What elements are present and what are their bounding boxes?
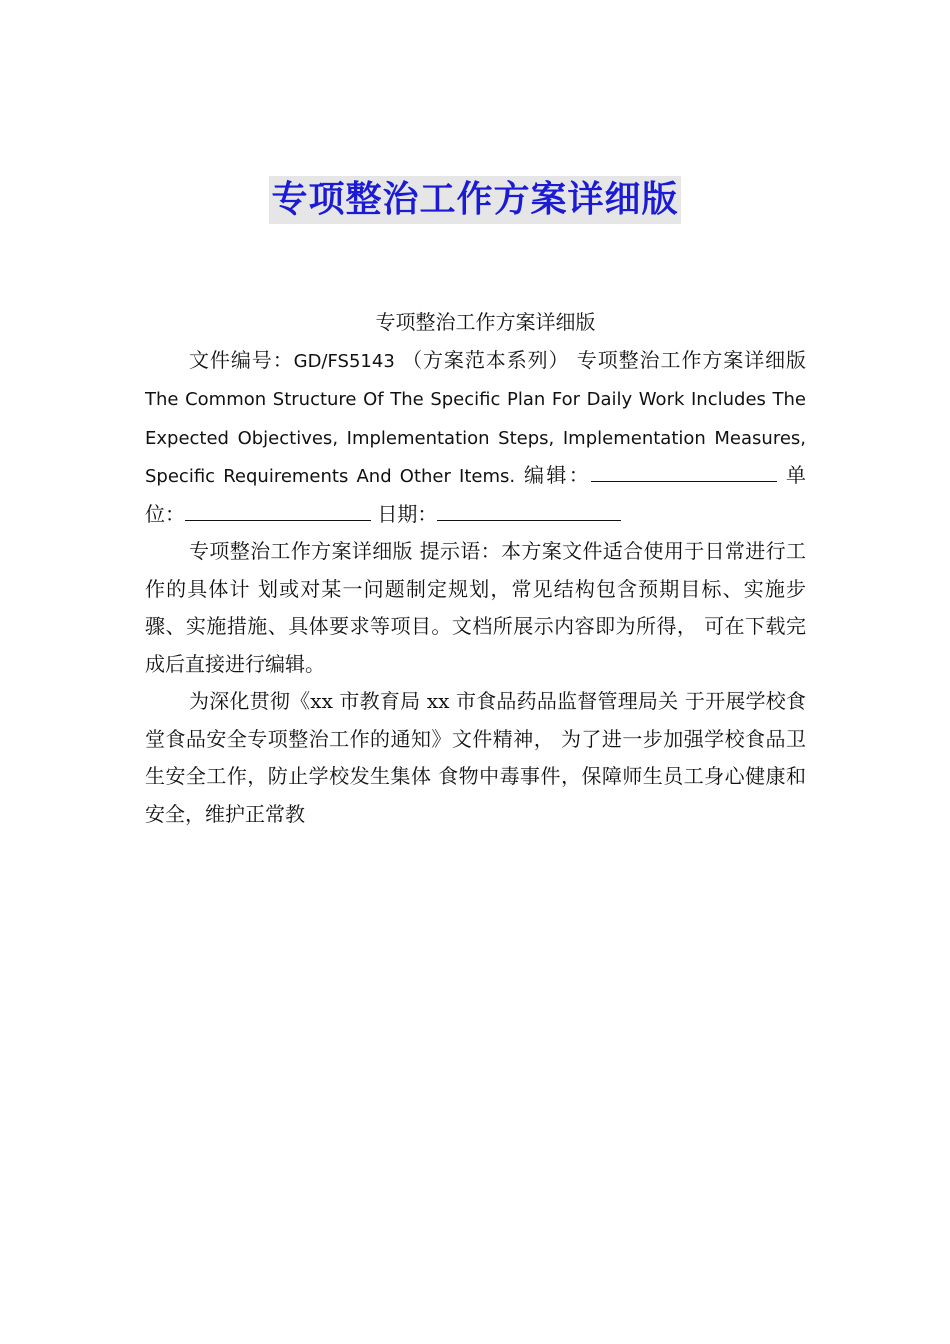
file-no-label: 文件编号： xyxy=(189,347,294,372)
date-label: 日期： xyxy=(377,501,438,526)
document-body xyxy=(145,304,806,833)
date-blank-continued xyxy=(567,500,621,521)
unit-label: 单位： xyxy=(145,463,807,526)
english-description: The Common Structure Of The Specific Plan For Daily Work Includes The Expected Objectives, Implementation Steps, Implementation Measures, Specific Requirements And Other Items. xyxy=(145,389,806,487)
document-subtitle: 专项整治工作方案详细版 xyxy=(375,310,596,334)
editor-blank xyxy=(591,461,777,482)
meta-paragraph xyxy=(145,342,806,534)
unit-blank xyxy=(185,500,371,521)
series-label: （方案范本系列） xyxy=(402,347,570,372)
title-container xyxy=(0,176,950,224)
file-no: GD/FS5143 xyxy=(293,350,395,372)
intro-paragraph: 专项整治工作方案详细版 提示语：本方案文件适合使用于日常进行工作的具体计 划或对某一问题制定规划，常见结构包含预期目标、实施步 骤、实施措施、具体要求等项目。文档所展示内容即为所得， 可在下载完成后直接进行编辑。 xyxy=(145,539,806,676)
date-blank xyxy=(437,500,567,521)
doc-name: 专项整治工作方案详细版 xyxy=(576,347,807,372)
editor-label: 编辑： xyxy=(523,463,592,487)
document-title: 专项整治工作方案详细版 xyxy=(269,176,680,224)
body-paragraph: 为深化贯彻《xx 市教育局 xx 市食品药品监督管理局关 于开展学校食堂食品安全专项整治工作的通知》文件精神， 为了进一步加强学校食品卫生安全工作，防止学校发生集体 食物中毒事件，保障师生员工身心健康和安全，维护正常教 xyxy=(145,689,806,826)
